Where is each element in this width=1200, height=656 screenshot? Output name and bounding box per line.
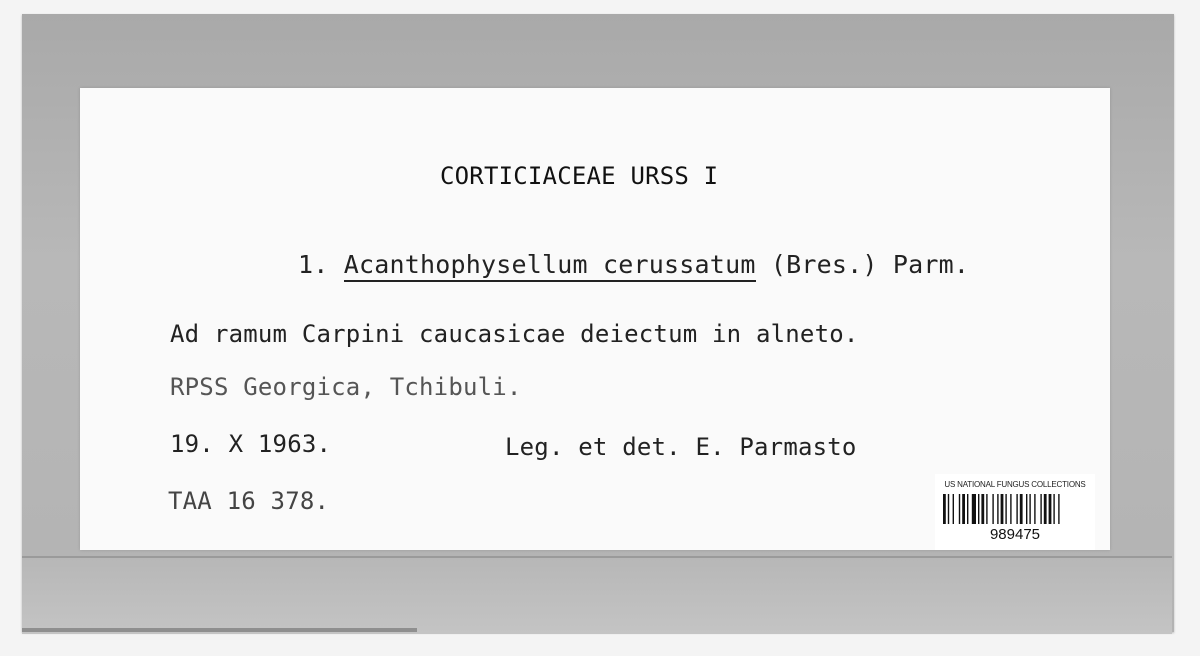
packet-flap	[22, 556, 1172, 634]
species-authority: (Bres.) Parm.	[770, 250, 970, 279]
locality-text: RPSS Georgica, Tchibuli.	[170, 373, 522, 401]
species-number: 1.	[298, 250, 329, 279]
habitat-text: Ad ramum Carpini caucasicae deiectum in alneto.	[170, 320, 859, 348]
barcode-icon	[943, 494, 1087, 524]
collection-header: CORTICIACEAE URSS I	[440, 162, 719, 190]
species-name: Acanthophysellum cerussatum	[344, 250, 756, 282]
species-line	[298, 250, 969, 279]
collector-text: Leg. et det. E. Parmasto	[505, 433, 857, 461]
barcode-number: 989475	[989, 526, 1041, 543]
barcode-sticker	[935, 474, 1095, 550]
packet-fold-edge	[22, 628, 417, 632]
collection-date: 19. X 1963.	[170, 430, 332, 458]
accession-number: TAA 16 378.	[168, 487, 330, 515]
barcode-caption: US NATIONAL FUNGUS COLLECTIONS	[944, 480, 1086, 489]
